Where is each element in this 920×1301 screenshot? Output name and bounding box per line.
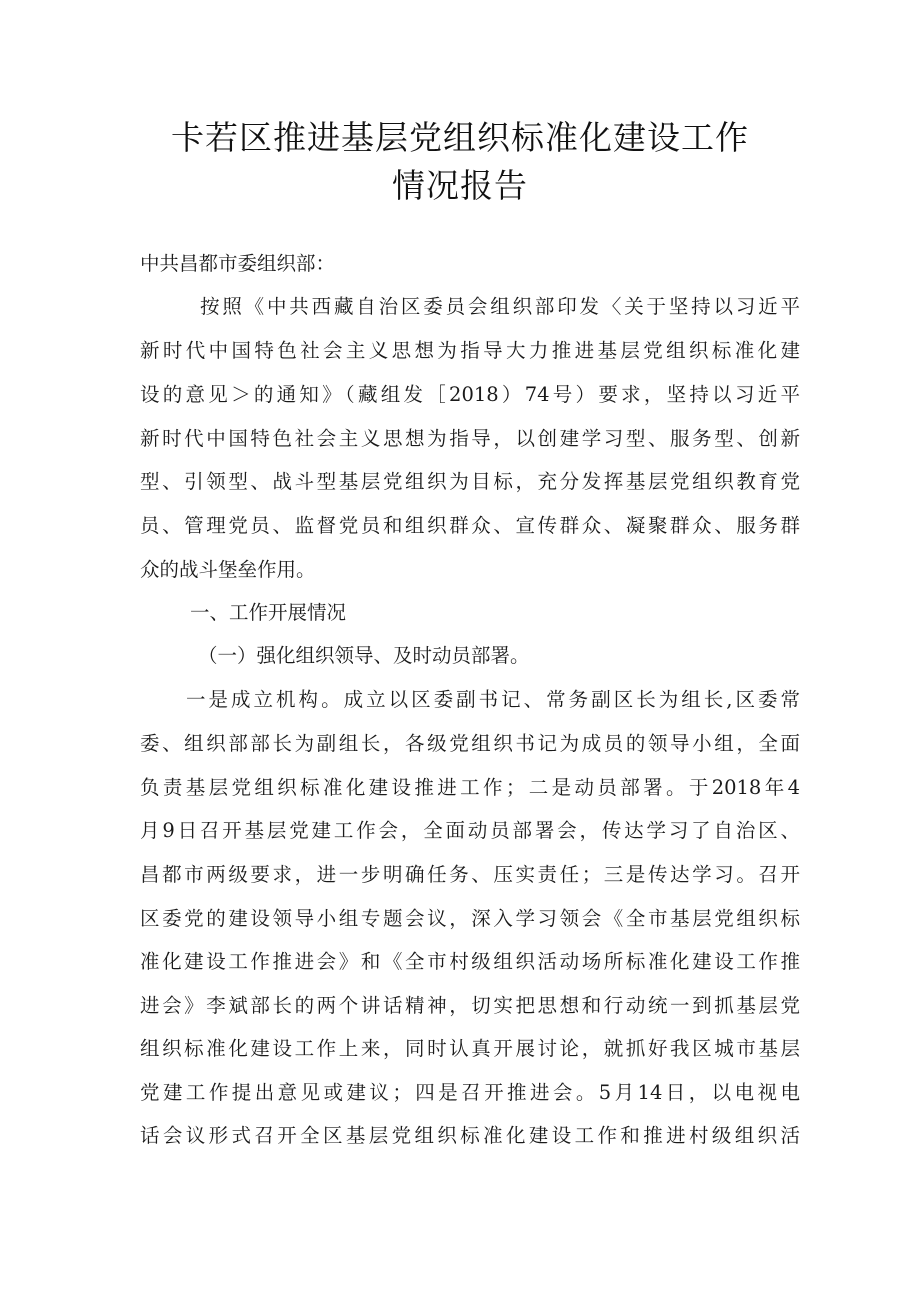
paragraph-2-line-6: 区委党的建设领导小组专题会议，深入学习领会《全市基层党组织标 (140, 907, 800, 930)
document-title-line-1: 卡若区推进基层党组织标准化建设工作 (171, 118, 749, 157)
paragraph-1-line-7: 众的战斗堡垒作用。 (140, 558, 316, 581)
paragraph-2-line-2: 委、组织部部长为副组长，各级党组织书记为成员的领导小组，全面 (140, 732, 800, 755)
paragraph-1-line-6: 员、管理党员、监督党员和组织群众、宣传群众、凝聚群众、服务群 (140, 514, 800, 537)
section-heading-1: 一、工作开展情况 (190, 601, 347, 624)
paragraph-1-line-2: 新时代中国特色社会主义思想为指导大力推进基层党组织标准化建 (140, 339, 800, 362)
paragraph-2-line-8: 进会》李斌部长的两个讲话精神，切实把思想和行动统一到抓基层党 (140, 994, 800, 1017)
paragraph-2-line-11: 话会议形式召开全区基层党组织标准化建设工作和推进村级组织活 (140, 1124, 800, 1147)
salutation: 中共昌都市委组织部： (140, 252, 336, 275)
paragraph-2-line-1: 一是成立机构。成立以区委副书记、常务副区长为组长,区委常 (186, 688, 800, 711)
paragraph-2-line-7: 准化建设工作推进会》和《全市村级组织活动场所标准化建设工作推 (140, 950, 800, 973)
paragraph-2-line-5: 昌都市两级要求，进一步明确任务、压实责任；三是传达学习。召开 (140, 863, 800, 886)
paragraph-2-line-3: 负责基层党组织标准化建设推进工作；二是动员部署。于2018年4 (140, 776, 800, 799)
paragraph-1-line-1: 按照《中共西藏自治区委员会组织部印发〈关于坚持以习近平 (200, 295, 800, 318)
subsection-heading-1: （一）强化组织领导、及时动员部署。 (198, 644, 530, 667)
paragraph-1-line-3: 设的意见＞的通知》（藏组发［2018）74号）要求，坚持以习近平 (140, 383, 800, 406)
paragraph-1-line-5: 型、引领型、战斗型基层党组织为目标，充分发挥基层党组织教育党 (140, 470, 800, 493)
paragraph-2-line-9: 组织标准化建设工作上来，同时认真开展讨论，就抓好我区城市基层 (140, 1037, 800, 1060)
paragraph-2-line-4: 月9日召开基层党建工作会，全面动员部署会，传达学习了自治区、 (140, 819, 800, 842)
document-title-line-2: 情况报告 (392, 166, 528, 205)
paragraph-1-line-4: 新时代中国特色社会主义思想为指导，以创建学习型、服务型、创新 (140, 427, 800, 450)
paragraph-2-line-10: 党建工作提出意见或建议；四是召开推进会。5月14日，以电视电 (140, 1081, 800, 1104)
